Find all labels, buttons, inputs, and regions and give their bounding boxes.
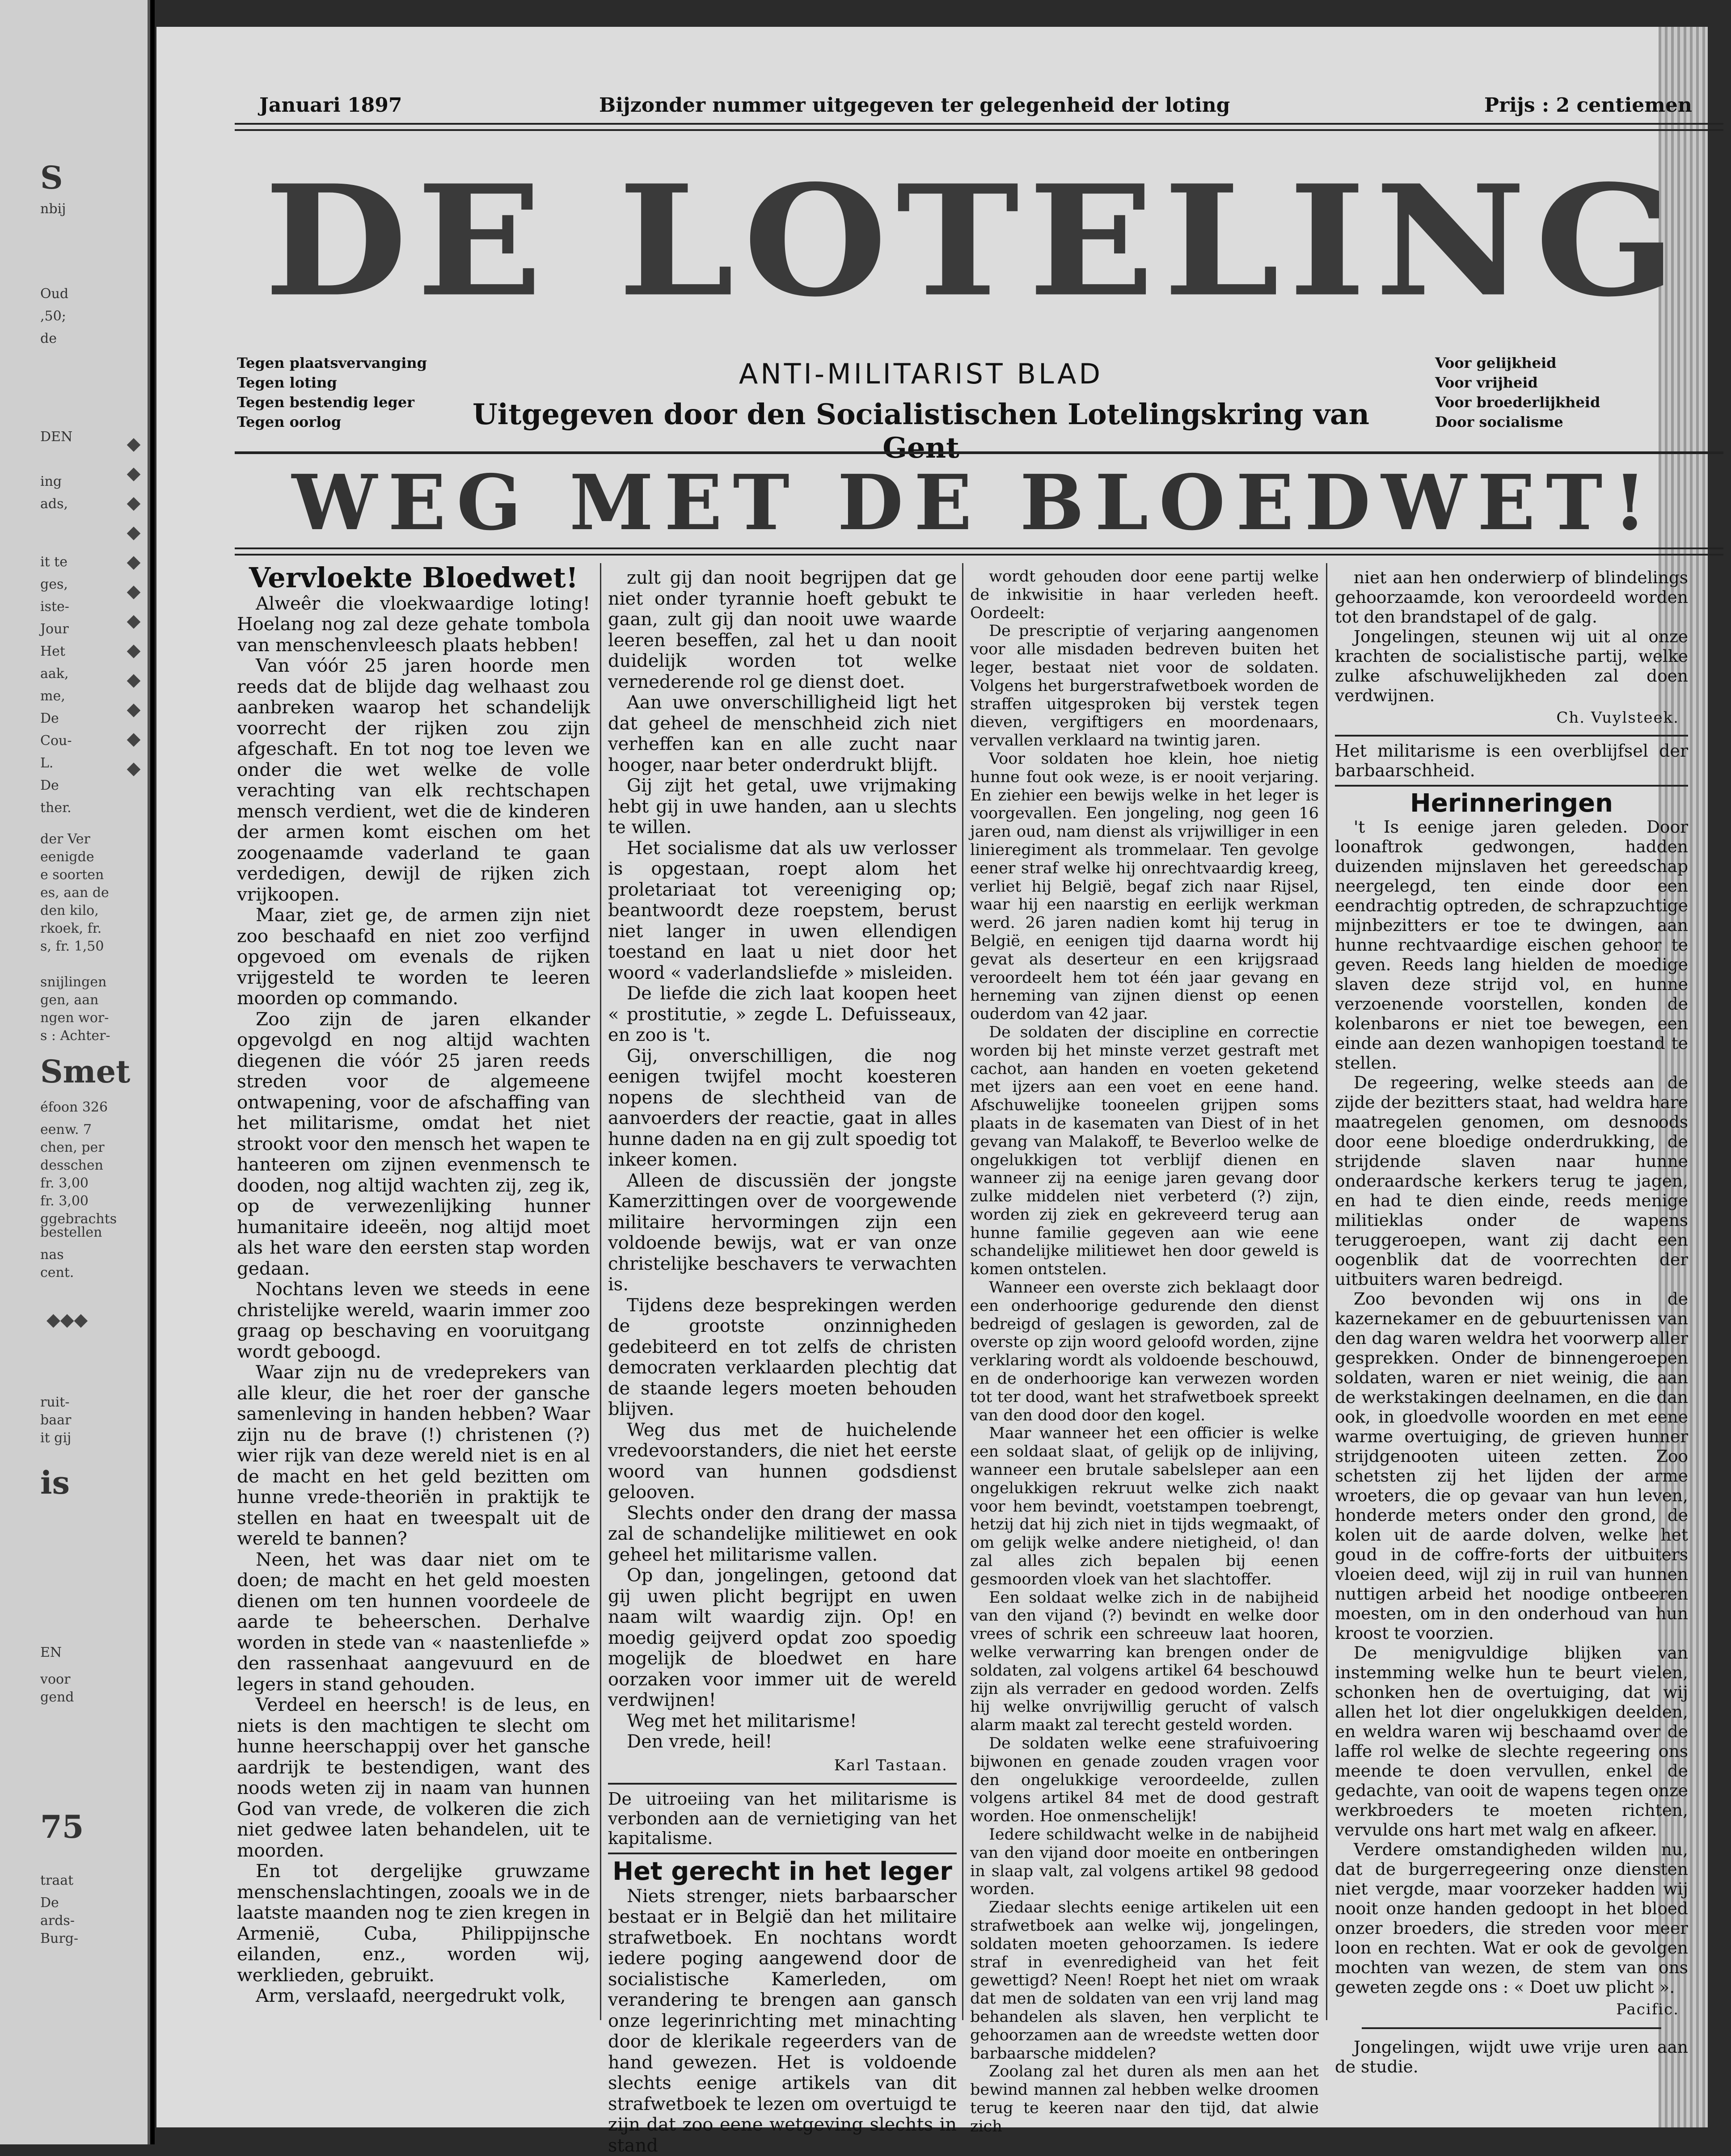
headline: WEG MET DE BLOEDWET! [237, 463, 1712, 543]
paragraph: De liefde die zich laat koopen heet « prostitutie, » zegde L. Defuisseaux, en zoo is 't. [608, 983, 957, 1046]
motto: Tegen bestendig leger [237, 392, 427, 412]
article-title: Herinneringen [1335, 794, 1688, 813]
paragraph: Arm, verslaafd, neergedrukt volk, [237, 1985, 590, 2006]
left-strip-text: s, fr. 1,50 [40, 939, 104, 955]
paragraph: Ziedaar slechts eenige artikelen uit een strafwetboek aan welke wij, jongelingen, soldaten moeten gehoorzamen. Is iedere straf in evenredigheid van het feit gewettigd? Neen! Roept het niet om wraak dat men de soldaten van een vrij land mag behandelen als slaven, hen verplicht te gehoorzamen aan de wreedste wetten door barbaarsche middelen? [970, 1899, 1319, 2063]
paragraph: En tot dergelijke gruwzame menschenslachtingen, zooals we in de laatste maanden nog te zien kregen in Armenië, Cuba, Philippijnsche eilanden, enz., worden wij, werklieden, gebruikt. [237, 1861, 590, 1985]
left-strip-text: e soorten [40, 867, 104, 883]
left-strip-text: snijlingen [40, 974, 106, 990]
column-4 [1335, 568, 1688, 2076]
paragraph: Op dan, jongelingen, getoond dat gij uwen plicht begrijpt en uwen naam wilt waardig zijn. Op! en moedig geijverd opdat zoo spoedig mogelijk de bloedwet en hare oorzaken voor immer uit de wereld verdwijnen! [608, 1565, 957, 1711]
paragraph: Alleen de discussiën der jongste Kamerzittingen over de voorgewende militaire hervormingen zijn een voldoende bewijs, wat er van onze christelijke beschavers te verwachten is. [608, 1171, 957, 1295]
paragraph: De prescriptie of verjaring aangenomen voor alle misdaden bedreven buiten het leger, bestaat niet voor de soldaten. Volgens het burgerstrafwetboek worden de straffen uitgesproken bij verstek tegen dieven, vergiftigers en moordenaars, vervallen verklaard na twintig jaren. [970, 622, 1319, 750]
column-3 [970, 568, 1319, 2136]
left-strip-text: gend [40, 1689, 74, 1705]
right-mottos [1435, 353, 1600, 432]
paragraph: Weg met het militarisme! [608, 1711, 957, 1732]
column-rule [962, 563, 963, 2020]
left-strip-text: voor [40, 1672, 70, 1688]
paragraph: Niets strenger, niets barbaarscher bestaat er in België dan het militaire strafwetboek. En nochtans wordt iedere poging aangewend door de socialistische Kamerleden, om verandering te brengen aan gansch onze legerinrichting met minachting door de klerikale regeerders van de hand gewezen. Het is voldoende slechts eenige artikels van dit strafwetboek te lezen om overtuigd te zijn dat zoo eene wetgeving slechts in stand [608, 1886, 957, 2156]
left-strip-text: desschen [40, 1158, 103, 1174]
paragraph: Waar zijn nu de vredeprekers van alle kleur, die het roer der gansche samenleving in handen hebben? Waar zijn nu de brave (!) christenen (?) wier rijk van deze wereld niet is en al de macht en het geld bezitten om hunne vrede-theoriën in praktijk te stellen en haat en tweespalt uit de wereld te bannen? [237, 1362, 590, 1549]
left-strip-text: L. [40, 755, 53, 771]
column-2 [608, 568, 957, 2156]
paragraph: Nochtans leven we steeds in eene christelijke wereld, waarin immer zoo graag op beschaving en vooruitgang wordt geboogd. [237, 1279, 590, 1362]
motto: Tegen loting [237, 373, 427, 392]
article-title: Vervloekte Bloedwet! [237, 568, 590, 589]
left-strip-text: aak, [40, 666, 69, 682]
left-strip-text: iste- [40, 599, 69, 615]
special-issue-note: Bijzonder nummer uitgegeven ter gelegenheid der loting [599, 94, 1230, 117]
paragraph: Maar wanneer het een officier is welke een soldaat slaat, of gelijk op de inlijving, wanneer een brutale sabelsleper aan een ongelukkigen rekruut welke zich naakt voor hem bevindt, voetstampen toebrengt, hetzij dat hij zich niet in tijds wegmaakt, of om gelijk welke andere nietigheid, o! dan zal alles zich bepalen bij eenen gesmoorden vloek van het slachtoffer. [970, 1424, 1319, 1588]
left-strip-text: Smet [40, 1064, 131, 1080]
publisher-line: Uitgegeven door den Socialistischen Lotelingskring van Gent [469, 398, 1372, 465]
paragraph: wordt gehouden door eene partij welke de inkwisitie in haar verleden heeft. Oordeelt: [970, 568, 1319, 622]
paragraph: Gij, onverschilligen, die nog eenigen twijfel mocht koesteren nopens de slechtheid van de aanvoerders der reactie, gaat in alles hunne daden na en gij zult spoedig tot inkeer komen. [608, 1046, 957, 1171]
left-strip-text: der Ver [40, 831, 90, 847]
left-strip-text: s : Achter- [40, 1028, 110, 1044]
newspaper-page [156, 27, 1659, 2127]
motto: Door socialisme [1435, 412, 1600, 432]
separator [1362, 2027, 1661, 2029]
paragraph: Van vóór 25 jaren hoorde men reeds dat de blijde dag welhaast zou aanbreken waarop het schandelijk voorrecht der rijken zou zijn afgeschaft. En tot nog toe leven we onder die wet welke de volle verachting van elk rechtschapen mensch verdient, wet die de kinderen der armen komt eischen om het zoogenaamde vaderland te gaan verdedigen, dewijl de rijken zich vrijkoopen. [237, 655, 590, 905]
left-strip-text: it gij [40, 1430, 71, 1446]
paragraph: De soldaten der discipline en correctie worden bij het minste verzet gestraft met cachot, aan handen en voeten geketend met ijzers aan een voet en eene hand. Afschuwelijke tooneelen grijpen soms plaats in de kasematen van Diest of in het gevang van Malakoff, te Beverloo welke de ongelukkigen tot verblijf dienen en wanneer zij na eenige jaren gevang door zulke middelen niet verbeterd (?) zijn, worden zij ziek en gekreveerd terug aan hunne familie gegeven aan wie eene schandelijke militiewet hen door geweld is komen ontstelen. [970, 1023, 1319, 1279]
paragraph: Gij zijt het getal, uwe vrijmaking hebt gij in uwe handen, aan u slechts te willen. [608, 775, 957, 838]
left-strip-text: S [40, 170, 63, 186]
paragraph: Een soldaat welke zich in de nabijheid van den vijand (?) bevindt en welke door vrees of schrik een schreeuw laat hooren, welke verwarring kan brengen onder de soldaten, zal volgens artikel 64 beschouwd zijn als verrader en gedood worden. Zelfs hij welke onvrijwillig gerucht of valsch alarm maakt zal terecht gesteld worden. [970, 1589, 1319, 1735]
left-strip-text: is [40, 1475, 70, 1491]
left-strip-text: ards- [40, 1913, 75, 1929]
left-strip-text: fr. 3,00 [40, 1193, 89, 1209]
left-strip-text: EN [40, 1645, 62, 1661]
left-strip-text: ges, [40, 577, 68, 593]
left-strip-text: traat [40, 1873, 73, 1889]
left-strip-text: ing [40, 474, 62, 490]
decorative-dots-icon: ◆ ◆ ◆ ◆ ◆ ◆ ◆ ◆ ◆ ◆ ◆ ◆ [122, 429, 145, 783]
left-strip-text: De [40, 778, 59, 794]
left-strip-text: éfoon 326 [40, 1099, 108, 1116]
left-strip-text: nbij [40, 201, 66, 217]
footer-note: Jongelingen, wijdt uwe vrije uren aan de studie. [1335, 2037, 1688, 2076]
rule [235, 451, 1723, 454]
rule [235, 547, 1723, 556]
paragraph: Slechts onder den drang der massa zal de schandelijke militiewet en ook geheel het militarisme vallen. [608, 1503, 957, 1566]
paragraph: Verdere omstandigheden wilden nu, dat de burgerregeering onze diensten niet vergde, maar voorzeker hadden wij nooit onze handen gedoopt in het bloed onzer broeders, die streden voor meer loon en rechten. Wat er ook de gevolgen mochten van wezen, de stem van ons geweten zegde ons : « Doet uw plicht ». [1335, 1840, 1688, 1997]
paragraph: Wanneer een overste zich beklaagt door een onderhoorige gedurende den dienst bedreigd of geslagen is geworden, zal de overste op zijn woord geloofd worden, zijne verklaring wordt als voldoende beschouwd, en de onderhoorige kan verwezen worden tot ter dood, want het strafwetboek spreekt van den dood door den kogel. [970, 1279, 1319, 1424]
paragraph: Maar, ziet ge, de armen zijn niet zoo beschaafd en niet zoo verfijnd opgevoed om evenals de rijken vrijgesteld te worden te leeren moorden op commando. [237, 905, 590, 1009]
left-strip-text: cent. [40, 1265, 74, 1281]
left-strip-text: 75 [40, 1819, 84, 1835]
paragraph: Jongelingen, steunen wij uit al onze krachten de socialistische partij, welke zulke afschuwelijkheden zal doen verdwijnen. [1335, 627, 1688, 705]
left-strip-text: eenw. 7 [40, 1122, 92, 1138]
motto: Voor gelijkheid [1435, 353, 1600, 373]
paragraph: Zoo zijn de jaren elkander opgevolgd en nog altijd wachten diegenen die vóór 25 jaren reeds streden voor de algemeene ontwapening, voor de afschaffing van het militarisme, omdat het niet strookt voor den mensch het wapen te hanteeren om zijnen evenmensch te dooden, nog altijd wachten zij, zeg ik, op de verwezenlijking hunner humanitaire ideeën, nog altijd moet als het ware den eersten stap worden gedaan. [237, 1009, 590, 1279]
left-strip-text: me, [40, 688, 65, 704]
left-strip-text: fr. 3,00 [40, 1175, 89, 1192]
left-strip-text: Jour [40, 621, 69, 637]
paragraph: Verdeel en heersch! is de leus, en niets is den machtigen te slecht om hunne heerschappij over het gansche aardrijk te bestendigen, want des noods weten zij in naam van hunnen God van vrede, de volkeren die zich niet gedwee laten behandelen, uit te moorden. [237, 1694, 590, 1861]
paragraph: Zoo bevonden wij ons in de kazernekamer en de gebuurtenissen van den dag waren weldra het voorwerp aller gesprekken. Onder de binnengeroepen soldaten, waren er niet weinig, die aan de werkstakingen deelnamen, en die dan ook, in gloedvolle woorden en met eene warme overtuiging, de grieven hunner strijdgenooten uiteen zetten. Zoo schetsten zij het lijden der arme wroeters, die op gevaar van hun leven, honderde meters onder den grond, de kolen uit de aarde dolven, welke het goud in de coffre-forts der uitbuiters vloeien deed, wijl zij in ruil van hunnen nuttigen arbeid het noodige ontbeeren moesten, om in den onderhoud van hun kroost te voorzien. [1335, 1289, 1688, 1643]
left-strip-text: Oud [40, 286, 68, 302]
boxed-quote: De uitroeiing van het militarisme is verbonden aan de vernietiging van het kapitalisme. [608, 1783, 957, 1854]
left-strip-text: rkoek, fr. [40, 921, 101, 937]
paragraph: Tijdens deze besprekingen werden de grootste onzinnigheden gedebiteerd en tot zelfs de christen democraten verklaarden plechtig dat de staande legers moeten behouden blijven. [608, 1295, 957, 1420]
left-strip-text: eenigde [40, 849, 94, 865]
motto: Tegen oorlog [237, 412, 427, 432]
masthead: DE LOTELING [237, 163, 1712, 320]
paragraph: Zoolang zal het duren als men aan het bewind mannen zal hebben welke droomen terug te keeren naar den tijd, dat alwie zich [970, 2063, 1319, 2135]
left-strip-text: bestellen [40, 1225, 102, 1241]
left-strip-text: nas [40, 1247, 64, 1263]
left-strip-text: es, aan de [40, 885, 109, 901]
paragraph: Weg dus met de huichelende vredevoorstanders, die niet het eerste woord van hunnen godsdienst gelooven. [608, 1420, 957, 1503]
paragraph: De menigvuldige blijken van instemming welke hun te beurt vielen, schonken hen de overtuiging, dat wij allen het lot dier ongelukkigen deelden, en weldra waren wij beschaamd over de laffe rol welke de slechte regeering ons meende te doen vervullen, enkel de gedachte, van ooit de wapens tegen onze werkbroeders te moeten richten, vervulde ons hart met walg en afkeer. [1335, 1643, 1688, 1840]
motto: Voor broederlijkheid [1435, 392, 1600, 412]
motto: Tegen plaatsvervanging [237, 353, 427, 373]
left-strip-text: Cou- [40, 733, 72, 749]
column-rule [600, 563, 601, 2020]
left-strip-text: ngen wor- [40, 1010, 109, 1026]
left-strip-text: ,50; [40, 308, 66, 324]
left-strip-text: Het [40, 644, 65, 660]
paragraph: Den vrede, heil! [608, 1731, 957, 1752]
left-strip-text: DEN [40, 429, 72, 445]
left-strip-text: chen, per [40, 1140, 105, 1156]
paragraph: niet aan hen onderwierp of blindelings gehoorzaamde, kon veroordeeld worden tot den brandstapel of de galg. [1335, 568, 1688, 627]
signature: Karl Tastaan. [608, 1755, 948, 1776]
column-rule [1326, 563, 1327, 2020]
paragraph: Het socialisme dat als uw verlosser is opgestaan, roept alom het proletariaat tot vereeniging op; beantwoordt deze roepstem, berust niet langer in uwen ellendigen toestand en laat u niet door het woord « vaderlandsliefde » misleiden. [608, 838, 957, 984]
left-strip-text: Burg- [40, 1931, 78, 1947]
paragraph: Aan uwe onverschilligheid ligt het dat geheel de menschheid zich niet verheffen kan en alle zucht naar hooger, naar beter onderdrukt blijft. [608, 692, 957, 775]
price: Prijs : 2 centiemen [1484, 94, 1692, 117]
paragraph: zult gij dan nooit begrijpen dat ge niet onder tyrannie hoeft gebukt te gaan, zult gij dan nooit uwe waarde leeren beseffen, zal het u dan nooit duidelijk worden tot welke vernederende rol ge dienst doet. [608, 568, 957, 692]
motto: Voor vrijheid [1435, 373, 1600, 392]
column-1 [237, 568, 590, 2006]
left-strip-text: den kilo, [40, 903, 99, 919]
left-strip-text: it te [40, 554, 68, 570]
issue-date: Januari 1897 [259, 94, 402, 117]
left-strip-text: baar [40, 1412, 71, 1428]
decorative-dots-icon: ◆◆◆ [46, 1305, 145, 1335]
left-strip-text: ads, [40, 496, 68, 512]
left-strip-text: gen, aan [40, 992, 98, 1008]
boxed-quote: Het militarisme is een overblijfsel der barbaarschheid. [1335, 735, 1688, 787]
paragraph: Neen, het was daar niet om te doen; de macht en het geld moesten dienen om ten hunnen voordeele de aarde te beheerschen. Derhalve worden in stede van « naastenliefde » den rassenhaat aangevuurd en de legers in stand gehouden. [237, 1549, 590, 1695]
paragraph: Iedere schildwacht welke in de nabijheid van den vijand door moeite en ontberingen in slaap valt, zal volgens artikel 98 gedood worden. [970, 1826, 1319, 1899]
rule [235, 123, 1723, 131]
adjacent-page-strip [0, 0, 150, 2144]
article-title: Het gerecht in het leger [608, 1861, 957, 1882]
left-strip-text: ther. [40, 800, 72, 816]
subtitle: ANTI-MILITARIST BLAD [469, 358, 1372, 390]
signature: Pacific. [1335, 2000, 1679, 2019]
left-strip-text: ruit- [40, 1394, 69, 1411]
paragraph: De regeering, welke steeds aan de zijde der bezitters staat, had weldra hare maatregelen genomen, om desnoods door eene bloedige onderdrukking, de strijdende slaven naar hunne onderaardsche kerkers terug te jagen, en had te dien einde, reeds menige militieklas onder de wapens teruggeroepen, want zij dacht een oogenblik dat de voorrechten der uitbuiters waren bedreigd. [1335, 1073, 1688, 1289]
left-strip-text: De [40, 711, 59, 727]
left-mottos [237, 353, 427, 432]
book-gutter [150, 0, 155, 2144]
left-strip-text: ggebrachts [40, 1211, 117, 1227]
paragraph: De soldaten welke eene strafuivoering bijwonen en genade zouden vragen voor den ongelukkige veroordeelde, zullen volgens artikel 84 met de dood gestraft worden. Hoe onmenschelijk! [970, 1735, 1319, 1826]
paragraph: Alweêr die vloekwaardige loting! Hoelang nog zal deze gehate tombola van menschenvleesch plaats hebben! [237, 593, 590, 656]
paragraph: 't Is eenige jaren geleden. Door loonaftrok gedwongen, hadden duizenden mijnslaven het gereedschap neergelegd, ten einde door een eendrachtig optreden, de schrapzuchtige mijnbezitters er toe te dwingen, aan hunne rechtvaardige eischen gehoor te geven. Reeds lang hielden de moedige slaven deze strijd vol, en hunne verzoenende voorstellen, konden de kolenbarons er niet toe bewegen, een einde aan dezen wanhopigen toestand te stellen. [1335, 817, 1688, 1073]
signature: Ch. Vuylsteek. [1335, 708, 1679, 728]
left-strip-text: de [40, 331, 57, 347]
paragraph: Voor soldaten hoe klein, hoe nietig hunne fout ook weze, is er nooit verjaring. En ziehier een bewijs welke in het leger is voorgevallen. Een jongeling, nog geen 16 jaren oud, nam dienst als vrijwilliger in een linieregiment als trommelaar. Ten gevolge eener straf welke hij onrechtvaardig kreeg, verliet hij België, begaf zich naar Rijsel, waar hij een naarstig en eerlijk werkman werd. 26 jaren nadien komt hij terug in België, en eenigen tijd daarna wordt hij gevat als deserteur en een krijgsraad veroordeelt hem tot één jaar gevang en herneming van zijnen dienst op eenen ouderdom van 42 jaar. [970, 750, 1319, 1023]
left-strip-text: De [40, 1895, 59, 1911]
